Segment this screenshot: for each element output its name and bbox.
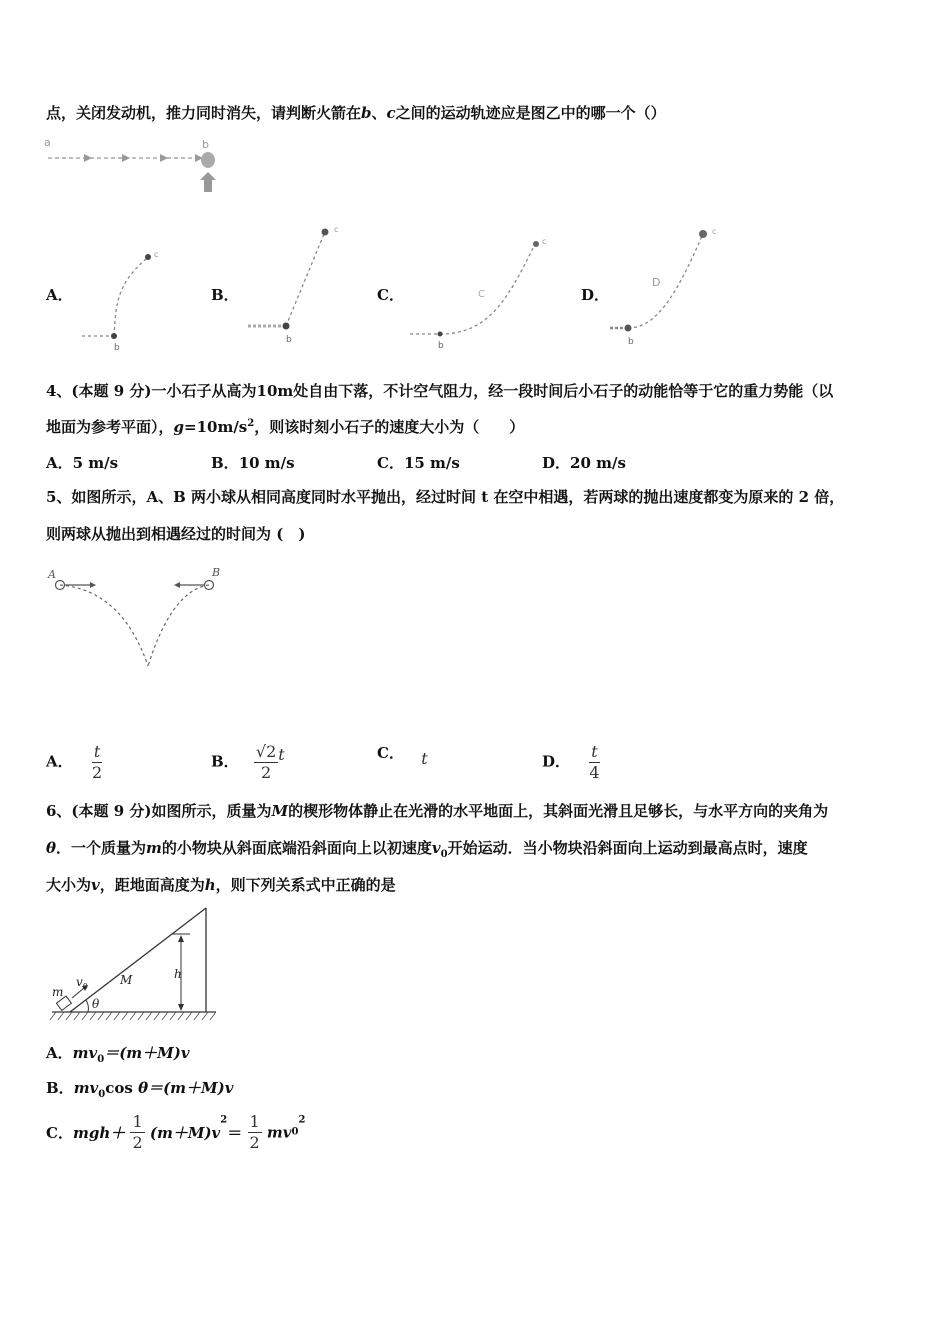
- svg-text:v0: $v_0$: [76, 975, 88, 991]
- svg-text:b: b: [114, 343, 120, 353]
- q5-option-b[interactable]: B． $\frac{√2}{2}$ t: [211, 742, 285, 782]
- q4-stem-line2: 地面为参考平面），$g=10m/s^2$，则该时刻小石子的速度大小为（ ）: [46, 418, 525, 436]
- q6-option-c[interactable]: C．mgh＋ $\frac{1}{2}$ $(m+M)v^2=$ $\frac{1}{2}$ $mv_0^2$: [46, 1112, 306, 1152]
- svg-text:A: A: [48, 568, 56, 581]
- svg-text:h: h: [174, 967, 182, 981]
- q3-option-a-figure: [78, 245, 168, 355]
- svg-text:C: C: [478, 289, 485, 300]
- q5-stem-line2: 则两球从抛出到相遇经过的时间为 ( ): [46, 525, 306, 543]
- svg-text:c: c: [334, 225, 339, 234]
- q3-label-a: a: [44, 136, 51, 149]
- svg-text:M: M: [120, 973, 133, 987]
- q4-height: 10m: [256, 382, 294, 400]
- q5-stem-line1: 5、如图所示，A、B 两小球从相同高度同时水平抛出，经过时间 t 在空中相遇，若两球的抛出速度都变为原来的 2 倍，: [46, 488, 845, 506]
- q6-stem-line2: θ．一个质量为m的小物块从斜面底端沿斜面向上以初速度$v_0$开始运动．当小物块沿斜面向上运动到最高点时，速度: [46, 839, 808, 860]
- q5-projectile-figure: [44, 562, 224, 672]
- q3-text-a: 点，关闭发动机，推力同时消失，请判断火箭在: [46, 104, 362, 122]
- q3-option-d-label[interactable]: D．: [581, 286, 610, 304]
- q4-option-d[interactable]: D．20 m/s: [542, 454, 626, 472]
- q4-option-a[interactable]: A．5 m/s: [46, 454, 119, 472]
- q5-option-c[interactable]: C． t: [377, 744, 428, 768]
- q3-stem: [46, 102, 666, 123]
- svg-text:b: b: [286, 335, 292, 345]
- q3-option-c-label[interactable]: C．: [377, 286, 404, 304]
- q5-option-d[interactable]: D． $\frac{t}{4}$: [542, 742, 600, 782]
- q3-thrust-arrow: [200, 172, 216, 192]
- q3-var-b: b: [361, 104, 372, 122]
- q5-option-a[interactable]: A． $\frac{t}{2}$: [46, 742, 103, 782]
- svg-text:b: b: [438, 341, 444, 351]
- q3-var-c: c: [386, 104, 396, 122]
- q4-option-b[interactable]: B．10 m/s: [211, 454, 295, 472]
- q6-option-b[interactable]: B．$mv_0\cos$ θ＝(m＋M)v: [46, 1079, 234, 1100]
- q3-option-d-figure: [606, 224, 736, 352]
- q4-option-c[interactable]: C．15 m/s: [377, 454, 460, 472]
- svg-text:c: c: [542, 237, 547, 246]
- q3-rocket-figure: [40, 130, 230, 200]
- svg-text:D: D: [652, 276, 661, 289]
- q3-option-a-label[interactable]: A．: [46, 286, 73, 304]
- q3-option-b-figure: [244, 222, 344, 352]
- q3-rocket-body: [201, 152, 215, 168]
- svg-text:c: c: [712, 227, 717, 236]
- q6-wedge-figure: [48, 902, 224, 1026]
- q3-option-b-label[interactable]: B．: [211, 286, 239, 304]
- q3-text-b: 之间的运动轨迹应是图乙中的哪一个（）: [395, 104, 666, 122]
- q6-stem-line3: 大小为v，距地面高度为h，则下列关系式中正确的是: [46, 876, 396, 894]
- svg-text:c: c: [154, 250, 159, 259]
- svg-text:θ: θ: [92, 997, 100, 1011]
- q4-stem-line1: 4、(本题 9 分)一小石子从高为10m处自由下落，不计空气阻力，经一段时间后小石子的动能恰等于它的重力势能（以: [46, 382, 834, 400]
- q3-label-b: b: [202, 138, 209, 151]
- q6-stem-line1: 6、(本题 9 分)如图所示，质量为M的楔形物体静止在光滑的水平地面上，其斜面光滑且足够长，与水平方向的夹角为: [46, 802, 829, 820]
- q3-arrow-2: [122, 154, 130, 162]
- svg-text:b: b: [628, 337, 634, 347]
- q3-arrow-1: [84, 154, 92, 162]
- q3-option-c-figure: [406, 234, 556, 352]
- svg-text:m: m: [52, 985, 64, 999]
- svg-text:B: B: [212, 566, 221, 579]
- q3-arrow-3: [160, 154, 168, 162]
- q6-option-a[interactable]: A．$mv_0=(m+M)v$: [46, 1044, 190, 1065]
- q3-sep: 、: [371, 104, 387, 122]
